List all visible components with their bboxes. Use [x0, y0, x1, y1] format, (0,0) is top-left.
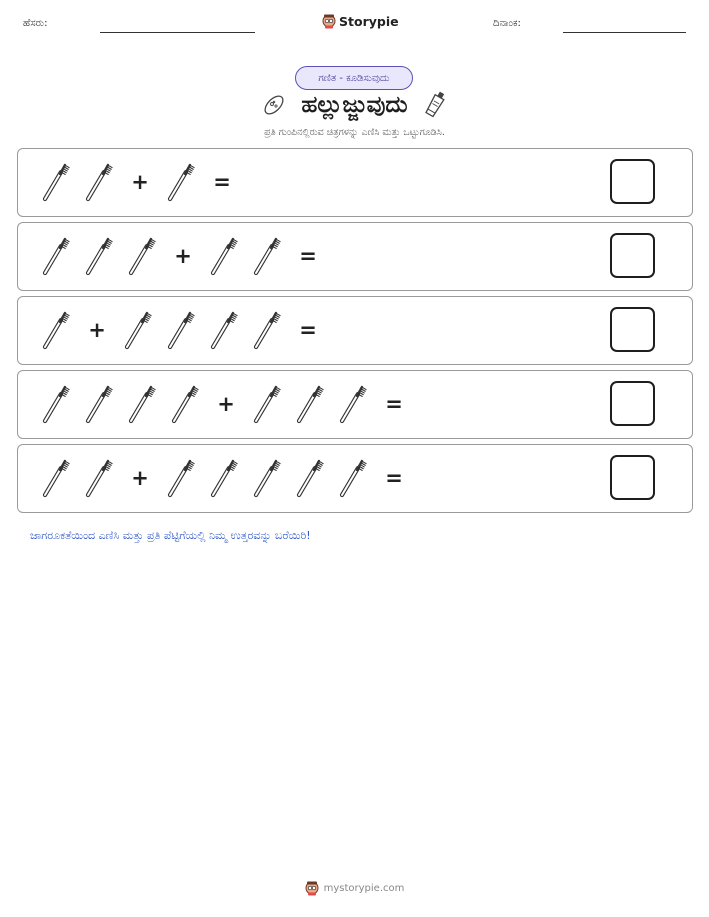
answer-box[interactable]	[610, 233, 655, 278]
toothbrush-icon	[39, 162, 73, 202]
answer-box[interactable]	[610, 159, 655, 204]
tip-note: ಜಾಗರೂಕತೆಯಿಂದ ಎಣಿಸಿ ಮತ್ತು ಪ್ರತಿ ಪೆಟ್ಟಿಗೆಯಲ್ಲಿ ನಿಮ್ಮ ಉತ್ತರವನ್ನು ಬರೆಯಿರಿ!	[30, 529, 311, 542]
addition-expression	[39, 162, 246, 202]
toothbrush-icon	[250, 384, 284, 424]
answer-box[interactable]	[610, 381, 655, 426]
toothbrush-icon	[207, 310, 241, 350]
toothbrush-icon	[207, 458, 241, 498]
addition-expression	[39, 310, 332, 350]
problem-row	[17, 148, 693, 217]
footer	[0, 880, 709, 896]
toothbrush-icon	[250, 236, 284, 276]
date-label: ದಿನಾಂಕ:	[493, 18, 521, 29]
toothbrush-icon	[250, 458, 284, 498]
footer-url[interactable]: mystorypie.com	[323, 882, 405, 894]
toothbrush-icon	[82, 458, 116, 498]
toothbrush-icon	[293, 384, 327, 424]
topic-pill: ಗಣಿತ - ಕೂಡಿಸುವುದು	[295, 66, 413, 90]
equals-sign: =	[213, 170, 231, 194]
plus-sign: +	[174, 244, 192, 268]
problem-row	[17, 370, 693, 439]
toothbrush-icon	[207, 236, 241, 276]
toothbrush-icon	[125, 384, 159, 424]
storypie-logo	[322, 13, 399, 29]
equals-sign: =	[385, 466, 403, 490]
problem-row	[17, 222, 693, 291]
toothbrush-icon	[168, 384, 202, 424]
toothbrush-icon	[39, 384, 73, 424]
addition-expression	[39, 458, 418, 498]
date-field-line[interactable]	[563, 32, 686, 33]
toothbrush-icon	[125, 236, 159, 276]
toothbrush-icon	[121, 310, 155, 350]
equals-sign: =	[385, 392, 403, 416]
mascot-icon	[322, 13, 336, 29]
toothbrush-icon	[336, 384, 370, 424]
name-label: ಹೆಸರು:	[23, 18, 48, 29]
soap-icon	[261, 92, 287, 118]
toothbrush-icon	[250, 310, 284, 350]
toothbrush-icon	[164, 310, 198, 350]
addition-expression	[39, 236, 332, 276]
answer-box[interactable]	[610, 307, 655, 352]
problem-row	[17, 444, 693, 513]
plus-sign: +	[88, 318, 106, 342]
toothbrush-icon	[82, 384, 116, 424]
plus-sign: +	[131, 466, 149, 490]
toothbrush-icon	[164, 458, 198, 498]
answer-box[interactable]	[610, 455, 655, 500]
equals-sign: =	[299, 318, 317, 342]
toothbrush-icon	[336, 458, 370, 498]
toothbrush-icon	[82, 236, 116, 276]
equals-sign: =	[299, 244, 317, 268]
toothbrush-icon	[39, 458, 73, 498]
problem-row	[17, 296, 693, 365]
toothbrush-icon	[82, 162, 116, 202]
problem-list	[17, 148, 693, 518]
toothbrush-icon	[164, 162, 198, 202]
name-field-line[interactable]	[100, 32, 255, 33]
page-title: ಹಲ್ಲುಜ್ಜುವುದು	[301, 92, 408, 118]
brand-name: Storypie	[339, 13, 399, 29]
toothbrush-icon	[39, 310, 73, 350]
toothbrush-icon	[39, 236, 73, 276]
toothpaste-icon	[422, 88, 448, 122]
plus-sign: +	[217, 392, 235, 416]
footer-mascot-icon	[305, 880, 319, 896]
instructions: ಪ್ರತಿ ಗುಂಪಿನಲ್ಲಿರುವ ಚಿತ್ರಗಳನ್ನು ಎಣಿಸಿ ಮತ್ತು ಒಟ್ಟುಗೂಡಿಸಿ.	[264, 127, 445, 138]
addition-expression	[39, 384, 418, 424]
plus-sign: +	[131, 170, 149, 194]
toothbrush-icon	[293, 458, 327, 498]
